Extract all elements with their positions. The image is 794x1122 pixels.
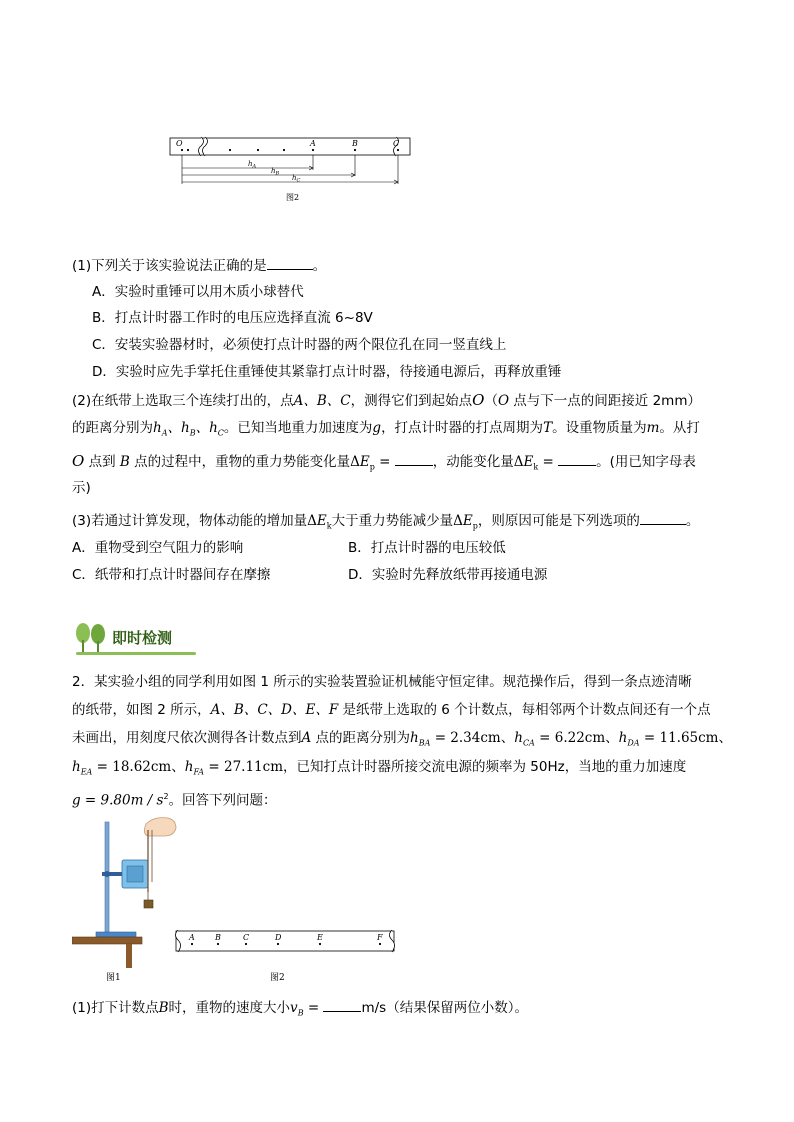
p2-line1: 2．某实验小组的同学利用如图 1 所示的实验装置验证机械能守恒定律。规范操作后，得到一条点迹清晰 xyxy=(72,674,692,690)
tape-dot xyxy=(283,149,285,151)
q2-line3: O 点到 B 点的过程中，重物的重力势能变化量$\Delta E_p$ = ，动能变化量$\Delta E_k$ = 。(用已知字母表 xyxy=(72,452,696,472)
point-label-A: A xyxy=(189,933,195,942)
q3-stem: (3)若通过计算发现，物体动能的增加量$\Delta E_k$大于重力势能减少量$\Delta E_p$，则原因可能是下列选项的 。 xyxy=(72,510,699,537)
point-label-B: B xyxy=(352,139,358,148)
p2-line4: $h_{EA} = 18.62cm$、$h_{FA} = 27.11cm$，已知打点计时器所接交流电源的频率为 50Hz，当地的重力加速度 xyxy=(72,759,687,777)
q3-option-b: B．打点计时器的电压较低 xyxy=(348,540,506,556)
hC-label: $h_C$ xyxy=(292,174,301,184)
weight xyxy=(144,900,153,908)
tape-figure-top xyxy=(168,134,418,206)
tape-dot xyxy=(181,149,183,151)
figure2-caption: 图2 xyxy=(270,973,285,983)
q3-option-d: D．实验时先释放纸带再接通电源 xyxy=(348,567,548,583)
p2-sub1: (1)打下计数点B时，重物的速度大小$v_B = m/s$（结果保留两位小数）。 xyxy=(72,997,528,1024)
tape-dot xyxy=(397,149,399,151)
tape-dot xyxy=(187,149,189,151)
point-label-F: F xyxy=(377,933,383,942)
tape-dot xyxy=(257,149,259,151)
q1-option-a: A．实验时重锤可以用木质小球替代 xyxy=(92,284,304,300)
p2-line5: $g = 9.80m / s^2$。回答下列问题： xyxy=(72,792,277,809)
figure-caption: 图2 xyxy=(286,193,300,202)
tape-dot xyxy=(354,149,356,151)
section-header xyxy=(72,622,202,656)
p2-line3: 未画出，用刻度尺依次测得各计数点到A 点的距离分别为$h_{BA} = 2.34cm$、$h_{CA} = 6.22cm$、$h_{DA} = 11.65cm$、 xyxy=(72,730,732,748)
section-underline xyxy=(76,652,196,655)
q3-option-c: C．纸带和打点计时器间存在摩擦 xyxy=(72,567,271,583)
q3-option-a: A．重物受到空气阻力的影响 xyxy=(72,540,244,556)
point-label-B: B xyxy=(215,933,221,942)
q2-line2: 的距离分别为$h_A$、$h_B$、$h_C$。已知当地重力加速度为g，打点计时器的打点周期为T。设重物质量为m。从打 xyxy=(72,420,700,438)
answer-blank-potential[interactable] xyxy=(395,451,433,466)
answer-blank[interactable] xyxy=(640,510,686,525)
hand-icon xyxy=(144,818,176,836)
q1-option-d: D．实验时应先手掌托住重锤使其紧靠打点计时器，待接通电源后，再释放重锤 xyxy=(92,364,562,380)
hB-label: $h_B$ xyxy=(271,167,280,177)
tape-figure-bottom xyxy=(170,927,400,987)
q1-option-b: B．打点计时器工作时的电压应选择直流 6~8V xyxy=(92,310,373,326)
answer-blank[interactable] xyxy=(267,255,313,270)
point-label-D: D xyxy=(275,933,282,942)
q1-stem: (1)下列关于该实验说法正确的是 。 xyxy=(72,255,326,276)
figure1-caption: 图1 xyxy=(106,973,121,983)
hA-label: $h_A$ xyxy=(248,160,257,170)
section-title: 即时检测 xyxy=(112,629,173,647)
point-label-C: C xyxy=(243,933,250,942)
point-label-A: A xyxy=(310,139,316,148)
tape-dot xyxy=(312,149,314,151)
answer-blank-velocity[interactable] xyxy=(323,997,361,1012)
q1-option-c: C．安装实验器材时，必须使打点计时器的两个限位孔在同一竖直线上 xyxy=(92,337,507,353)
tree-icon xyxy=(72,622,112,656)
point-label-E: E xyxy=(317,933,323,942)
point-label-C: C xyxy=(393,139,400,148)
table xyxy=(72,937,142,944)
stand-rod xyxy=(105,822,109,937)
tape-dot xyxy=(229,149,231,151)
p2-line2: 的纸带，如图 2 所示，A、B、C、D、E、F 是纸带上选取的 6 个计数点，每相邻两个计数点间还有一个点 xyxy=(72,702,711,718)
apparatus-figure xyxy=(72,812,182,984)
q2-line1: (2)在纸带上选取三个连续打出的，点A、B、C，测得它们到起始点O（O 点与下一点的间距接近 2mm） xyxy=(72,391,701,409)
point-label-O: O xyxy=(176,139,183,148)
answer-blank-kinetic[interactable] xyxy=(558,451,596,466)
q2-line4: 示) xyxy=(72,480,91,496)
